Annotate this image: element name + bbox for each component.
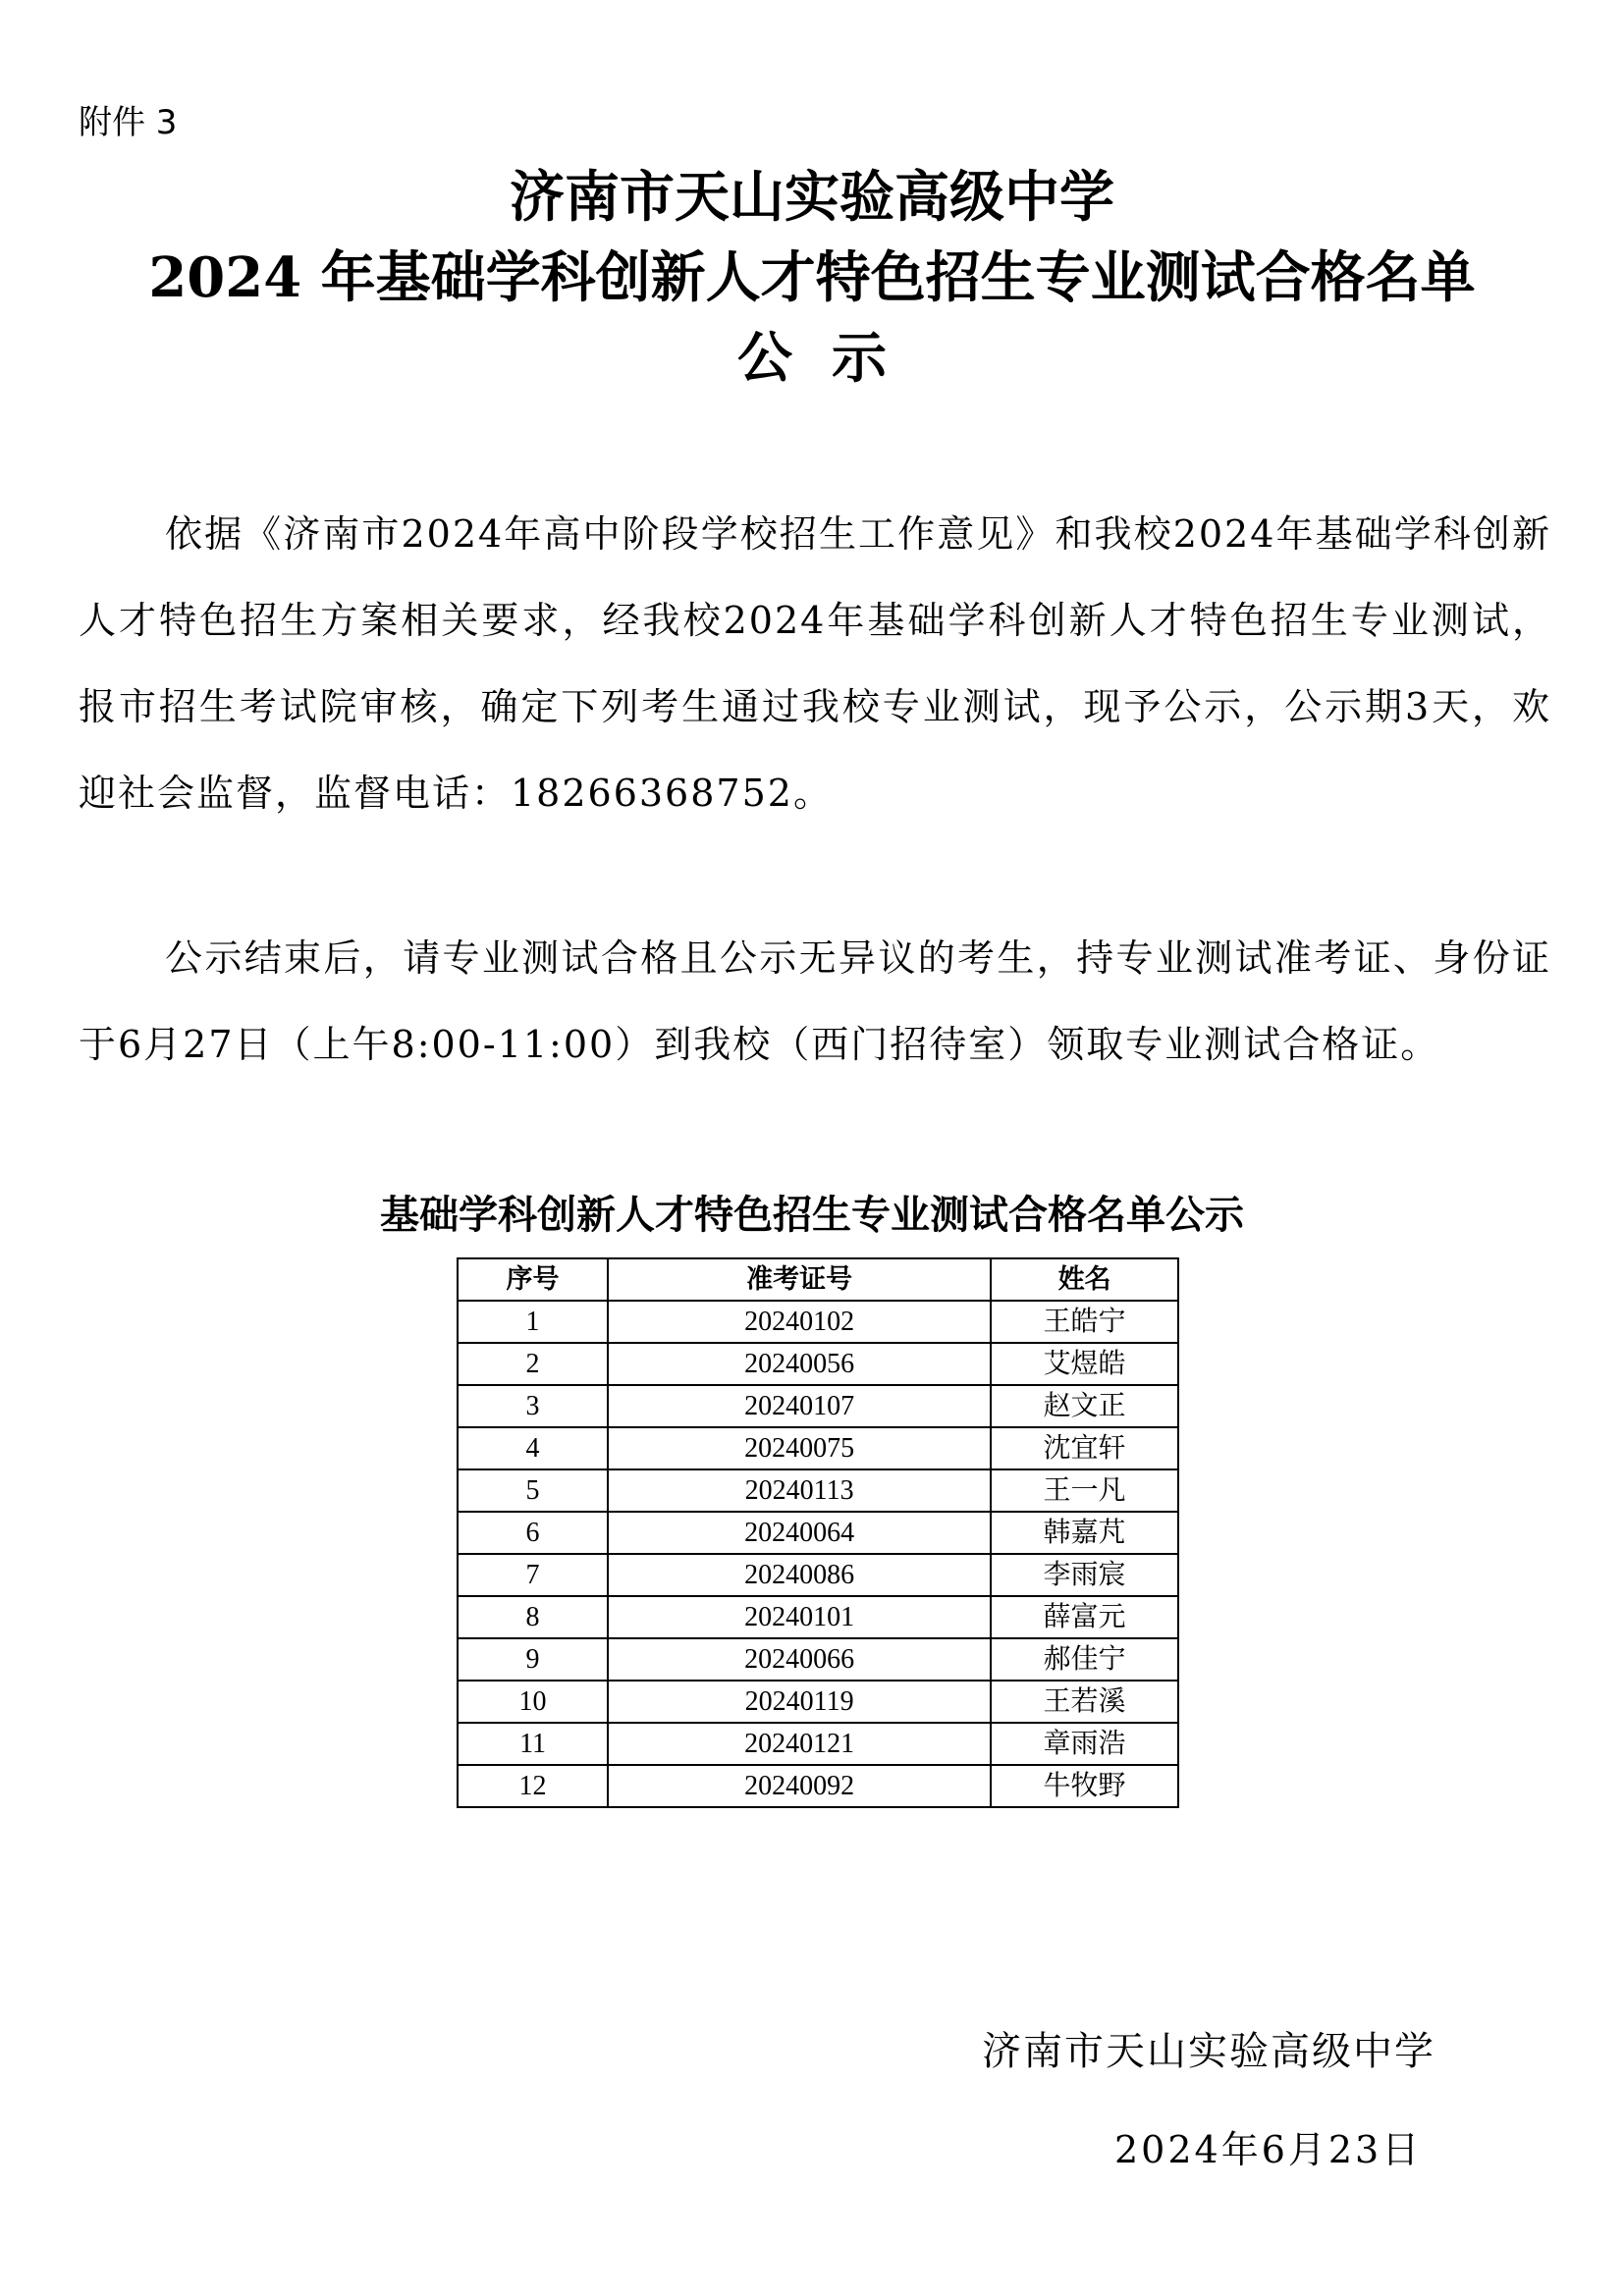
cell-seq: 5: [458, 1469, 608, 1512]
cell-exam-id: 20240113: [608, 1469, 991, 1512]
cell-seq: 2: [458, 1343, 608, 1385]
cell-exam-id: 20240107: [608, 1385, 991, 1427]
cell-exam-id: 20240064: [608, 1512, 991, 1554]
cell-name: 艾煜皓: [991, 1343, 1178, 1385]
cell-name: 王皓宁: [991, 1301, 1178, 1343]
document-title: [0, 157, 1624, 399]
cell-seq: 8: [458, 1596, 608, 1638]
title-notice: 公示: [737, 326, 926, 391]
table-row: [458, 1343, 1178, 1385]
table-row: [458, 1681, 1178, 1723]
paragraph-basis: 依据《济南市2024年高中阶段学校招生工作意见》和我校2024年基础学科创新人才特色招生方案相关要求，经我校2024年基础学科创新人才特色招生专业测试，报市招生考试院审核，确定下列考生通过我校专业测试，现予公示，公示期3天，欢迎社会监督，监督电话：18266368752。: [79, 512, 1551, 815]
cell-exam-id: 20240092: [608, 1765, 991, 1807]
title-list-name: 2024 年基础学科创新人才特色招生专业测试合格名单: [148, 245, 1476, 310]
cell-seq: 1: [458, 1301, 608, 1343]
cell-exam-id: 20240066: [608, 1638, 991, 1681]
cell-exam-id: 20240086: [608, 1554, 991, 1596]
attachment-label: 附件 3: [79, 103, 178, 142]
title-school-name: 济南市天山实验高级中学: [510, 165, 1114, 230]
cell-name: 赵文正: [991, 1385, 1178, 1427]
table-row: [458, 1596, 1178, 1638]
table-row: [458, 1512, 1178, 1554]
paragraph-after-notice: 公示结束后，请专业测试合格且公示无异议的考生，持专业测试准考证、身份证于6月27日（上午8:00-11:00）到我校（西门招待室）领取专业测试合格证。: [79, 936, 1551, 1066]
table-title: 基础学科创新人才特色招生专业测试合格名单公示: [380, 1193, 1244, 1238]
cell-seq: 7: [458, 1554, 608, 1596]
cell-seq: 12: [458, 1765, 608, 1807]
table-header-row: [458, 1258, 1178, 1301]
cell-seq: 3: [458, 1385, 608, 1427]
cell-seq: 11: [458, 1723, 608, 1765]
table-row: [458, 1301, 1178, 1343]
cell-exam-id: 20240075: [608, 1427, 991, 1469]
cell-name: 沈宜轩: [991, 1427, 1178, 1469]
qualified-list-table: [457, 1257, 1179, 1808]
cell-name: 郝佳宁: [991, 1638, 1178, 1681]
signature-school: 济南市天山实验高级中学: [982, 2029, 1435, 2074]
header-name: 姓名: [991, 1258, 1178, 1301]
table-row: [458, 1765, 1178, 1807]
cell-name: 王若溪: [991, 1681, 1178, 1723]
cell-exam-id: 20240121: [608, 1723, 991, 1765]
cell-name: 牛牧野: [991, 1765, 1178, 1807]
table-row: [458, 1554, 1178, 1596]
cell-exam-id: 20240101: [608, 1596, 991, 1638]
cell-name: 韩嘉芃: [991, 1512, 1178, 1554]
cell-exam-id: 20240102: [608, 1301, 991, 1343]
cell-name: 薛富元: [991, 1596, 1178, 1638]
cell-name: 李雨宸: [991, 1554, 1178, 1596]
cell-name: 章雨浩: [991, 1723, 1178, 1765]
table-row: [458, 1427, 1178, 1469]
header-seq: 序号: [458, 1258, 608, 1301]
cell-name: 王一凡: [991, 1469, 1178, 1512]
cell-seq: 6: [458, 1512, 608, 1554]
cell-seq: 10: [458, 1681, 608, 1723]
cell-seq: 4: [458, 1427, 608, 1469]
cell-seq: 9: [458, 1638, 608, 1681]
cell-exam-id: 20240119: [608, 1681, 991, 1723]
table-row: [458, 1723, 1178, 1765]
signature-date: 2024年6月23日: [1114, 2128, 1423, 2171]
table-row: [458, 1469, 1178, 1512]
cell-exam-id: 20240056: [608, 1343, 991, 1385]
table-row: [458, 1385, 1178, 1427]
header-exam-id: 准考证号: [608, 1258, 991, 1301]
table-row: [458, 1638, 1178, 1681]
